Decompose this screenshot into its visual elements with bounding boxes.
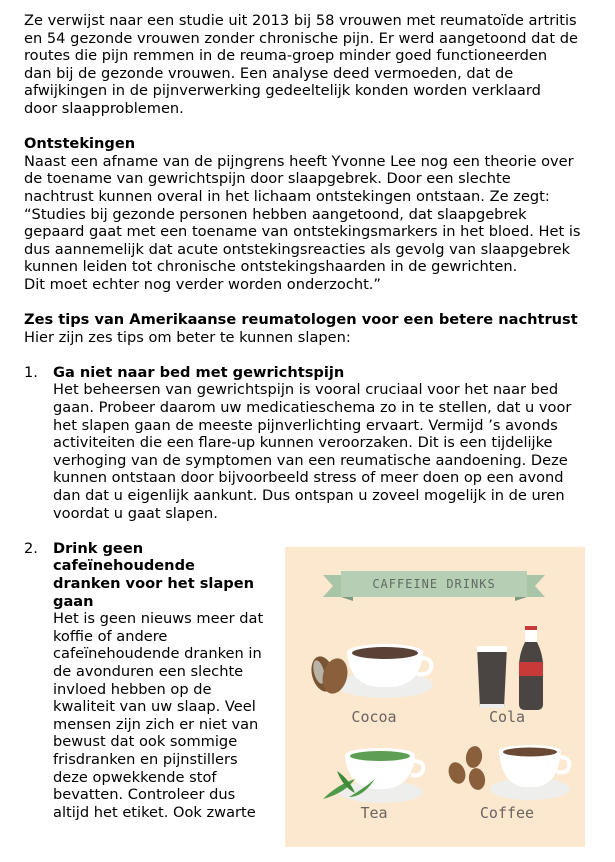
text-line: het slapen gaan de meeste pijnverlichting ervaart. Vermijd ’s avonds: [53, 416, 558, 434]
section-ontstekingen: [24, 135, 609, 293]
text-line: Dit moet echter nog verder worden onderzocht.”: [24, 275, 381, 293]
drink-label-cola: Cola: [488, 708, 526, 726]
caffeine-drinks-illustration: [285, 547, 585, 847]
text-line: activiteiten die een flare-up kunnen veroorzaken. Dit is een tijdelijke: [53, 434, 553, 452]
text-line: frisdranken en pijnstillers: [53, 750, 238, 768]
text-line: cafeïnehoudende dranken in: [53, 645, 262, 663]
cola-icon: [471, 626, 551, 716]
text-line: bewust dat ook sommige: [53, 733, 238, 751]
text-line: “Studies bij gezonde personen hebben aangetoond, dat slaapgebrek: [24, 205, 527, 223]
intro-paragraph: [24, 12, 609, 118]
text-line: kunnen leiden tot chronische ontstekingshaarden in de gewrichten.: [24, 258, 518, 276]
text-line: verhoging van de symptomen van een reumatische aandoening. Deze: [53, 451, 568, 469]
text-line: dus aannemelijk dat acute ontstekingsreacties als gevolg van slaapgebrek: [24, 240, 571, 258]
text-line: Ze verwijst naar een studie uit 2013 bij 58 vrouwen met reumatoïde artritis: [24, 12, 577, 29]
tip-title: Drink geen: [53, 539, 144, 557]
text-line: kwaliteit van uw slaap. Veel: [53, 698, 256, 716]
drink-label-coffee: Coffee: [479, 804, 535, 822]
banner-title: CAFFEINE DRINKS: [372, 577, 496, 591]
text-line: voordat u gaat slapen.: [53, 504, 218, 522]
text-line: de avonduren een slechte: [53, 662, 244, 680]
cocoa-icon: [305, 632, 435, 712]
text-line: invloed hebben op de: [53, 680, 212, 698]
text-line: afwijkingen in de pijnverwerking gedeeltelijk konden worden verklaard: [24, 82, 541, 100]
text-line: en 54 gezonde vrouwen zonder chronische pijn. Er werd aangetoond dat de: [24, 29, 578, 47]
section-heading: Ontstekingen: [24, 135, 136, 153]
tip-title: Ga niet naar bed met gewrichtspijn: [53, 363, 345, 381]
text-line: gaan. Probeer daarom uw medicatieschema zo in te stellen, dat u voor: [53, 399, 572, 417]
section-intro: Hier zijn zes tips om beter te kunnen slapen:: [24, 328, 351, 346]
text-line: nachtrust kunnen overal in het lichaam ontstekingen ontstaan. Ze zegt:: [24, 187, 550, 205]
text-line: routes die pijn remmen in de reuma-groep minder goed functioneerden: [24, 47, 548, 65]
text-line: dan bij de gezonde vrouwen. Een analyse deed vermoeden, dat de: [24, 64, 514, 82]
list-number: 2.: [24, 539, 38, 557]
section-tips: [24, 311, 609, 346]
text-line: Het beheersen van gewrichtspijn is vooral cruciaal voor het naar bed: [53, 381, 559, 399]
banner-ribbon: [323, 571, 545, 601]
text-line: deze opwekkende stof: [53, 768, 217, 786]
tea-icon: [323, 737, 433, 807]
text-line: de toename van gewrichtspijn door slaapgebrek. Door een slechte: [24, 170, 511, 188]
drink-label-tea: Tea: [360, 804, 388, 822]
text-line: koffie of andere: [53, 627, 168, 645]
text-line: Naast een afname van de pijngrens heeft Yvonne Lee nog een theorie over: [24, 152, 574, 170]
tip-item-1: [24, 364, 609, 522]
text-line: bevatten. Controleer dus: [53, 786, 236, 804]
list-number: 1.: [24, 363, 38, 381]
document-page: [24, 12, 609, 839]
tip-title: cafeïnehoudende: [53, 557, 195, 575]
tip-title: gaan: [53, 592, 94, 610]
tip-2-text: [53, 540, 286, 822]
text-line: gepaard gaat met een toename van ontstekingsmarkers in het bloed. Het is: [24, 223, 581, 241]
text-line: door slaapproblemen.: [24, 99, 184, 117]
text-line: dan dat u eigenlijk aankunt. Dus ontspan u zoveel mogelijk in de uren: [53, 487, 565, 505]
section-heading: Zes tips van Amerikaanse reumatologen voor een betere nachtrust: [24, 311, 578, 329]
drink-label-cocoa: Cocoa: [351, 708, 397, 726]
text-line: mensen zijn zich er niet van: [53, 715, 259, 733]
text-line: kunnen ontstaan door bijvoorbeeld stress of meer doen op een avond: [53, 469, 564, 487]
text-line: Het is geen nieuws meer dat: [53, 610, 264, 628]
text-line: altijd het etiket. Ook zwarte: [53, 803, 256, 821]
coffee-icon: [445, 737, 575, 807]
tip-title: dranken voor het slapen: [53, 575, 255, 592]
